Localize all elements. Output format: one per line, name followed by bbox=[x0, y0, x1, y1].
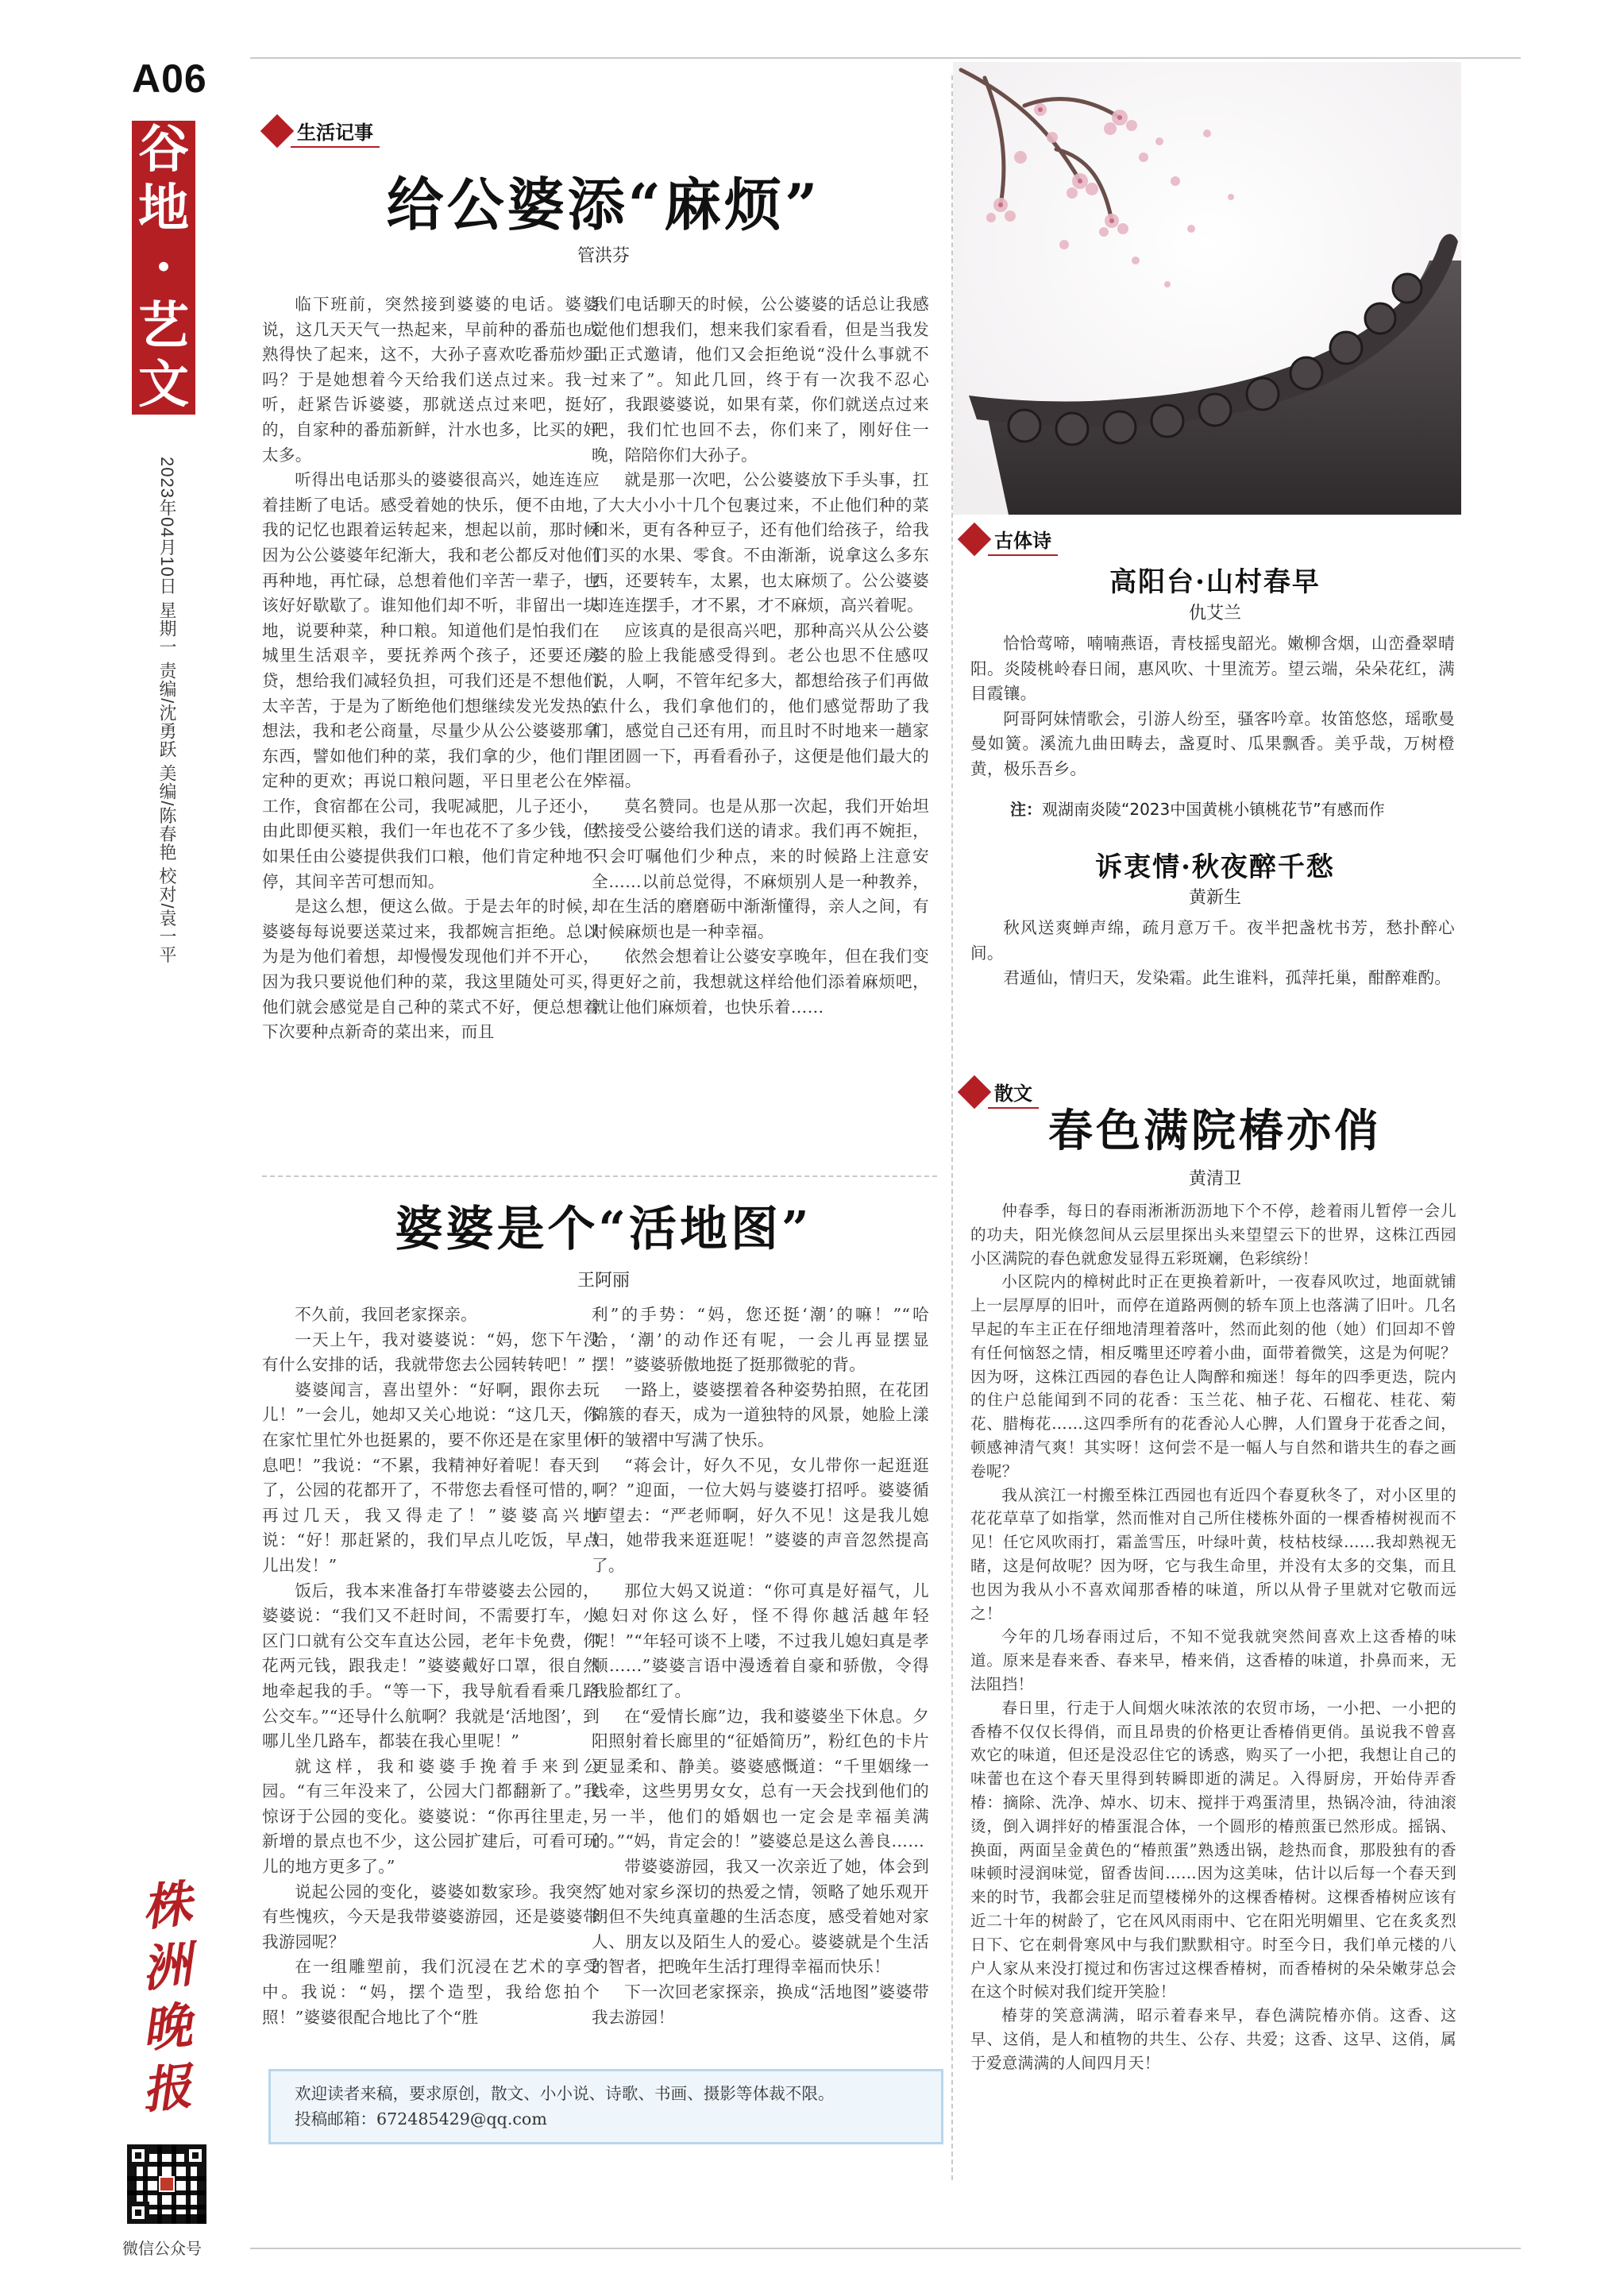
diamond-marker-icon bbox=[958, 523, 991, 556]
paragraph: 婆婆闻言，喜出望外：“好啊，跟你去玩儿！”一会儿，她却又关心地说：“这几天，你在家忙里忙外也挺累的，要不你还是在家里休息吧！”我说：“不累，我精神好着呢！春天到了，公园的花都开了，不带您去看怪可惜的，再过几天，我又得走了！”婆婆高兴地说：“好！那赶紧的，我们早点儿吃饭，早点儿出发！” bbox=[262, 1380, 600, 1575]
top-rule bbox=[250, 57, 1521, 59]
section-char: 文 bbox=[138, 355, 189, 415]
section-char: · bbox=[154, 237, 173, 297]
page-number: A06 bbox=[132, 56, 207, 101]
paragraph: 就这样，我和婆婆手挽着手来到公园。“有三年没来了，公园大门都翻新了。”我惊讶于公园的变化。婆婆说：“你再往里走，新增的景点也不少，这公园扩建后，可看可玩儿的地方更多了。” bbox=[262, 1756, 600, 1877]
stanza: 秋风送爽蝉声绵，疏月意万千。夜半把盏枕书芳，愁扑醉心间。 bbox=[970, 918, 1455, 963]
paragraph: “蒋会计，好久不见，女儿带你一起逛逛啊？”迎面，一位大妈与婆婆打招呼。婆婆循声望去：“严老师啊，好久不见！这是我儿媳妇，她带我来逛逛呢！”婆婆的声音忽然提高了。 bbox=[592, 1455, 929, 1575]
paragraph: 一天上午，我对婆婆说：“妈，您下午没有什么安排的话，我就带您去公园转转吧！” bbox=[262, 1330, 600, 1375]
paragraph: 带婆婆游园，我又一次亲近了她，体会到了她对家乡深切的热爱之情，领略了她乐观开朗但不失纯真童趣的生活态度，感受着她对家人、朋友以及陌生人的爱心。婆婆就是个生活的智者，把晚年生活打理得幸福而快乐！ bbox=[592, 1857, 929, 1977]
submission-line: 欢迎读者来稿，要求原创，散文、小小说、诗歌、书画、摄影等体裁不限。 bbox=[295, 2084, 835, 2103]
paragraph: 就是那一次吧，公公婆婆放下手头事，扛了大大小小十几个包裹过来，不止他们种的菜和米，更有各种豆子，还有他们给孩子，给我们买的水果、零食。不由渐渐，说拿这么多东西，还要转车，太累，也太麻烦了。公公婆婆却连连摆手，才不累，才不麻烦，高兴着呢。 bbox=[592, 470, 929, 616]
poem1-body bbox=[970, 631, 1455, 782]
paragraph: 仲春季，每日的春雨淅淅沥沥地下个不停，趁着雨儿暂停一会儿的功夫，阳光倏忽间从云层里探出头来望望云下的世界，这株江西园小区满院的春色就愈发显得五彩斑斓，色彩缤纷！ bbox=[970, 1202, 1456, 1268]
section-char: 谷 bbox=[138, 120, 189, 179]
paragraph: 那位大妈又说道：“你可真是好福气，儿媳妇对你这么好，怪不得你越活越年轻呢！”“年轻可谈不上喽，不过我儿媳妇真是孝顺……”婆婆言语中漫透着自豪和骄傲，令得我脸都红了。 bbox=[592, 1580, 929, 1700]
article2-author: 王阿丽 bbox=[577, 1270, 630, 1290]
paragraph: 我从滨江一村搬至株江西园也有近四个春夏秋冬了，对小区里的花花草草了如指掌，然而惟对自己所住楼栋外面的一棵香椿树视而不见！任它风吹雨打，霜盖雪压，叶绿叶黄，枝枯枝绿……我却熟视无睹，这是何故呢？因为呀，它与我生命里，并没有太多的交集，而且也因为我从小不喜欢闻那香椿的味道，所以从骨子里就对它敬而远之！ bbox=[970, 1485, 1456, 1623]
stanza: 阿哥阿妹情歌会，引游人纷至，骚客吟章。妆笛悠悠，瑶歌曼曼如簧。溪流九曲田畴去，盏夏时、瓜果飘香。美乎哉，万树橙黄，极乐吾乡。 bbox=[970, 708, 1455, 778]
article2-column-1 bbox=[262, 1303, 600, 2030]
paragraph: 我们电话聊天的时候，公公婆婆的话总让我感觉他们想我们，想来我们家看看，但是当我发出正式邀请，他们又会拒绝说“没什么事就不过来了”。知此几回，终于有一次我不忍心了，我跟婆婆说，如果有菜，你们就送点过来吧，我们忙也回不去，你们来了，刚好住一晚，陪陪你们大孙子。 bbox=[592, 295, 929, 465]
submission-email[interactable]: 投稿邮箱：672485429@qq.com bbox=[295, 2109, 547, 2129]
article1-title: 给公婆添“麻烦” bbox=[386, 171, 821, 238]
stanza: 君遁仙，情归天，发染霜。此生谁料，孤萍托巢，酣醉难酌。 bbox=[1003, 968, 1452, 988]
qr-caption: 微信公众号 bbox=[122, 2240, 202, 2258]
qr-code-icon[interactable] bbox=[127, 2144, 206, 2224]
paragraph: 临下班前，突然接到婆婆的电话。婆婆说，这几天天气一热起来，早前种的番茄也成熟得快了起来，这不，大孙子喜欢吃番茄炒蛋吗？于是她想着今天给我们送点过来。我一听，赶紧告诉婆婆，那就送点过来吧，挺好的，自家种的番茄新鲜，汁水也多，比买的好太多。 bbox=[262, 295, 600, 465]
masthead-char: 株 bbox=[139, 1874, 195, 1938]
paragraph: 是这么想，便这么做。于是去年的时候，婆婆每每说要送菜过来，我都婉言拒绝。总以为是为他们着想，却慢慢发现他们并不开心，因为我只要说他们种的菜，我这里随处可买，他们就会感觉是自己种的菜式不好，便总想着下次要种点新奇的菜出来，而且 bbox=[262, 897, 600, 1042]
masthead-char: 晚 bbox=[139, 1996, 195, 2059]
paragraph: 饭后，我本来准备打车带婆婆去公园的，婆婆说：“我们又不赶时间，不需要打车，小区门口就有公交车直达公园，老年卡免费，你花两元钱，跟我走！”婆婆戴好口罩，很自然地牵起我的手。“等一下，我导航看看乘几路公交车。”“还导什么航啊？我就是‘活地图’，到哪儿坐几路车，都装在我心里呢！” bbox=[262, 1580, 600, 1751]
article1-author: 管洪芬 bbox=[577, 245, 630, 265]
paragraph: 莫名赞同。也是从那一次起，我们开始坦然接受公婆给我们送的请求。我们再不婉拒，只会叮嘱他们少种点，来的时候路上注意安全……以前总觉得，不麻烦别人是一种教养，却在生活的磨磨砺中渐渐懂得，亲人之间，有时候麻烦也是一种幸福。 bbox=[592, 796, 929, 941]
paragraph: 一路上，婆婆摆着各种姿势拍照，在花团锦簇的春天，成为一道独特的风景，她脸上漾开的皱褶中写满了快乐。 bbox=[592, 1380, 929, 1449]
article-divider bbox=[262, 1175, 937, 1177]
section-char: 地 bbox=[138, 179, 189, 238]
essay-title: 春色满院椿亦俏 bbox=[1048, 1105, 1382, 1157]
label-poetry bbox=[959, 526, 1058, 553]
masthead-char: 报 bbox=[139, 2056, 195, 2121]
label-text: 生活记事 bbox=[291, 115, 380, 148]
paragraph: 利”的手势：“妈，您还挺‘潮’的嘛！”“哈哈，‘潮’的动作还有呢，一会儿再显摆显摆！”婆婆骄傲地挺了挺那微驼的背。 bbox=[592, 1305, 929, 1375]
submission-notice bbox=[268, 2069, 943, 2144]
section-tab bbox=[132, 121, 195, 415]
poem1-title: 高阳台·山村春早 bbox=[1109, 566, 1321, 598]
bottom-rule bbox=[250, 2248, 1521, 2249]
note-text: 观湖南炎陵“2023中国黄桃小镇桃花节”有感而作 bbox=[1042, 800, 1385, 819]
dateline: 2023年04月10日 星期一 责编/沈勇跃 美编/陈春艳 校对/袁一平 bbox=[157, 457, 177, 964]
paragraph: 小区院内的樟树此时正在更换着新叶，一夜春风吹过，地面就铺上一层厚厚的旧叶，而停在道路两侧的轿车顶上也落满了旧叶。几名早起的车主正在仔细地清理着落叶，然而此刻的他（她）们回却不曾有任何恼怒之情，相反嘴里还哼着小曲，面带着微笑，这是为何呢？因为呀，这株江西园的春色让人陶醉和痴迷！每年的四季更迭，院内的住户总能闻到不同的花香：玉兰花、柚子花、石榴花、桂花、菊花、腊梅花……这四季所有的花香沁人心脾，人们置身于花香之间，顿感神清气爽！其实呀！这何尝不是一幅人与自然和谐共生的春之画卷呢？ bbox=[970, 1272, 1456, 1480]
essay-body bbox=[970, 1199, 1456, 2075]
section-char: 艺 bbox=[138, 296, 189, 356]
article2-column-2 bbox=[592, 1303, 929, 2030]
article2-title: 婆婆是个“活地图” bbox=[395, 1202, 812, 1257]
paragraph: 今年的几场春雨过后，不知不觉我就突然间喜欢上这香椿的味道。原来是春来香、春来早，椿来俏，这香椿的味道，扑鼻而来，无法阻挡！ bbox=[970, 1627, 1456, 1693]
label-life bbox=[262, 118, 380, 145]
article1-column-2 bbox=[592, 292, 929, 1020]
paragraph: 椿芽的笑意满满，昭示着春来早，春色满院椿亦俏。这香、这早、这俏，是人和植物的共生、公存、共爱；这香、这早、这俏，属于爱意满满的人间四月天！ bbox=[970, 2006, 1456, 2072]
stanza: 恰恰莺啼，喃喃燕语，青枝摇曳韶光。嫩柳含烟，山峦叠翠晴阳。炎陵桃岭春日闹，惠风吹、十里流芳。望云端，朵朵花红，满目霞镶。 bbox=[970, 634, 1455, 704]
paragraph: 依然会想着让公婆安享晚年，但在我们变得更好之前，我想就这样给他们添着麻烦吧，就让他们麻烦着，也快乐着…… bbox=[592, 947, 929, 1017]
label-text: 散文 bbox=[988, 1076, 1039, 1109]
spring-eaves-illustration bbox=[953, 62, 1461, 515]
poem1-author: 仇艾兰 bbox=[1188, 603, 1241, 623]
poem1-note bbox=[1010, 797, 1385, 820]
paragraph: 听得出电话那头的婆婆很高兴，她连连应着挂断了电话。感受着她的快乐，便不由地，我的记忆也跟着运转起来，想起以前，那时候因为公公婆婆年纪渐大，我和老公都反对他们再种地，再忙碌，总想着他们辛苦一辈子，也该好好歇歇了。谁知他们却不听，非留出一块地，说要种菜，种口粮。知道他们是怕我们在城里生活艰辛，要抚养两个孩子，还要还房贷，想给我们减轻负担，可我们还是不想他们太辛苦，于是为了断绝他们想继续发光发热的想法，我和老公商量，尽量少从公公婆婆那拿东西，譬如他们种的菜，我们拿的少，他们肯定种的更欢；再说口粮问题，平日里老公在外工作，食宿都在公司，我呢减肥，儿子还小，由此即便买粮，我们一年也花不了多少钱，但如果任由公婆提供我们口粮，他们肯定种地不停，其间辛苦可想而知。 bbox=[262, 470, 600, 891]
label-text: 古体诗 bbox=[988, 523, 1058, 556]
masthead-char: 洲 bbox=[139, 1935, 195, 1998]
essay-author: 黄清卫 bbox=[1188, 1168, 1241, 1188]
poem2-title: 诉衷情·秋夜醉千愁 bbox=[1095, 851, 1335, 883]
newspaper-masthead bbox=[133, 1874, 200, 2121]
paragraph: 在一组雕塑前，我们沉浸在艺术的享受中。我说：“妈，摆个造型，我给您拍个照！”婆婆很配合地比了个“胜 bbox=[262, 1957, 600, 2027]
article1-column-1 bbox=[262, 292, 600, 1045]
paragraph: 春日里，行走于人间烟火味浓浓的农贸市场，一小把、一小把的香椿不仅仅长得俏，而且昂贵的价格更让香椿俏更俏。虽说我不曾喜欢它的味道，但还是没忍住它的诱惑，购买了一小把，我想让自己的味蕾也在这个春天里得到转瞬即逝的满足。入得厨房，开始侍弄香椿：摘除、洗净、焯水、切末、搅拌于鸡蛋清里，热锅冷油，待油滚烫，倒入调拌好的椿蛋混合体，一个圆形的椿煎蛋已然形成。摇锅、换面，两面呈金黄色的“椿煎蛋”熟透出锅，趁热而食，那股独有的香味顿时浸润味觉，留香齿间……因为这美味，估计以后每一个春天到来的时节，我都会驻足而望楼梯外的这棵香椿树。这棵香椿树应该有近二十年的树龄了，它在风风雨雨中、它在阳光明媚里、它在炙炙烈日下、它在刺骨寒风中与我们默默相守。时至今日，我们单元楼的八户人家从来没打搅过和伤害过这棵香椿树，而香椿树的朵朵嫩芽总会在这个时候对我们绽开笑脸！ bbox=[970, 1698, 1456, 2001]
paragraph: 应该真的是很高兴吧，那种高兴从公公婆婆的脸上我能感受得到。老公也思不住感叹说，人啊，不管年纪多大，都想给孩子们再做点什么，我们拿他们的，他们感觉帮助了我们，感觉自己还有用，而且时不时地来一趟家里团圆一下，再看看孙子，这便是他们最大的幸福。 bbox=[592, 620, 929, 791]
paragraph: 下一次回老家探亲，换成“活地图”婆婆带我去游园！ bbox=[592, 1982, 929, 2027]
diamond-marker-icon bbox=[260, 114, 294, 148]
note-label: 注： bbox=[1010, 800, 1042, 819]
paragraph: 说起公园的变化，婆婆如数家珍。我突然有些愧疚，今天是我带婆婆游园，还是婆婆带我游园呢？ bbox=[262, 1882, 600, 1951]
paragraph: 不久前，我回老家探亲。 bbox=[295, 1305, 478, 1324]
paragraph: 在“爱情长廊”边，我和婆婆坐下休息。夕阳照射着长廊里的“征婚简历”，粉红色的卡片更显柔和、静美。婆婆感慨道：“千里姻缘一线牵，这些男男女女，总有一天会找到他们的另一半，他们的婚姻也一定会是幸福美满的。”“妈，肯定会的！”婆婆总是这么善良…… bbox=[592, 1706, 929, 1851]
poem2-body bbox=[970, 916, 1455, 991]
poem2-author: 黄新生 bbox=[1188, 887, 1241, 907]
